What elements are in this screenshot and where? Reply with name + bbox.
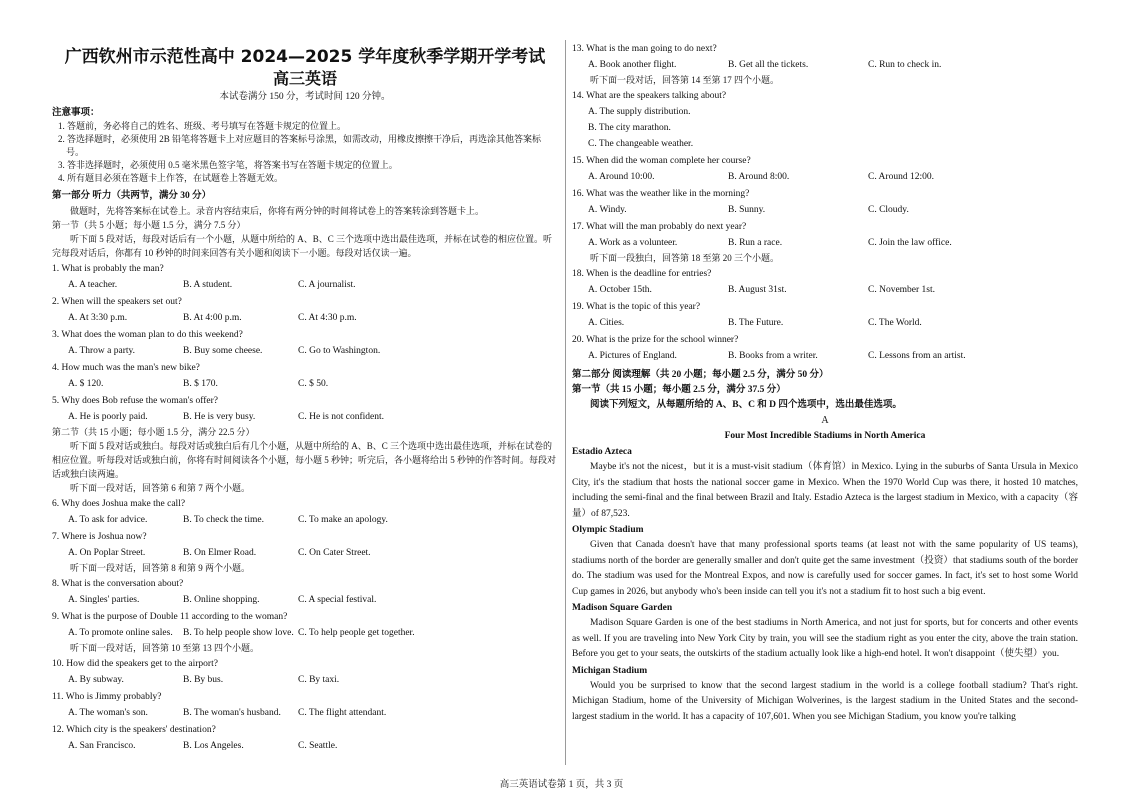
- left-column: [52, 40, 558, 760]
- question-text: 8. What is the conversation about?: [52, 579, 184, 589]
- option-c: C. On Cater Street.: [298, 548, 371, 558]
- option-a: A. Pictures of England.: [588, 351, 677, 361]
- option-c: C. At 4:30 p.m.: [298, 313, 357, 323]
- option-a: A. On Poplar Street.: [68, 548, 146, 558]
- option-b: B. To help people show love.: [183, 628, 294, 638]
- option-c: C. Lessons from an artist.: [868, 351, 966, 361]
- note-item: 4. 所有题目必须在答题卡上作答，在试题卷上答题无效。: [58, 173, 284, 183]
- question-block: [52, 328, 558, 359]
- option-b: B. Buy some cheese.: [183, 346, 263, 356]
- option-b: B. Get all the tickets.: [728, 60, 809, 70]
- option-b: B. Run a race.: [728, 238, 783, 248]
- option-b: B. The woman's husband.: [183, 708, 281, 718]
- option-b: B. $ 170.: [183, 379, 218, 389]
- option-a: A. The woman's son.: [68, 708, 148, 718]
- question-text: 13. What is the man going to do next?: [572, 44, 717, 54]
- question-block: [572, 300, 1078, 331]
- question-block: [52, 262, 558, 293]
- listening-section2-instructions: 听下面 5 段对话或独白。每段对话或独白后有几个小题，从题中所给的 A、B、C 三个选项中选出最佳选项，并标在试卷的相应位置。听每段对话或独白前，你将有时间阅读各个小题，每小题 5 秒钟；听完后，各小题将给出 5 秒钟的作答时间。每段对话或独白读两遍。: [52, 441, 557, 479]
- option-c: C. To help people get together.: [298, 628, 415, 638]
- option-b: B. The Future.: [728, 318, 784, 328]
- option-b: B. A student.: [183, 280, 233, 290]
- right-column: [572, 40, 1078, 760]
- question-text: 4. How much was the man's new bike?: [52, 363, 200, 373]
- question-block: [52, 361, 558, 392]
- option-a: A. Work as a volunteer.: [588, 238, 678, 248]
- note-item: 3. 答非选择题时，必须使用 0.5 毫米黑色签字笔，将答案书写在答题卡规定的位置上。: [58, 160, 398, 170]
- question-text: 11. Who is Jimmy probably?: [52, 692, 162, 702]
- option-a: A. Singles' parties.: [68, 595, 140, 605]
- listening-intro: 做题时，先将答案标在试卷上。录音内容结束后，你将有两分钟的时间将试卷上的答案转涂到答题卡上。: [70, 206, 485, 216]
- option-c: C. To make an apology.: [298, 515, 388, 525]
- question-block: [572, 267, 1078, 298]
- question-block: [572, 220, 1078, 251]
- section-paragraph: Given that Canada doesn't have that many professional sports teams (at least not with the same popularity of US teams), stadiums north of the border are generally smaller and don't quite get the same investment（投资）that stadiums south of the border do. The stadium was used for the Montreal Expos, and now is carefully used for soccer games. In fact, it's set to host some World Cup games in 2026, but anybody who's been inside can tell you it's not a stadium fit to host such a big event.: [572, 540, 1078, 597]
- set-note: 听下面一段对话，回答第 10 至第 13 四个小题。: [70, 643, 260, 653]
- option-a: A. Throw a party.: [68, 346, 136, 356]
- option-b: B. Los Angeles.: [183, 741, 244, 751]
- listening-section2-heading: 第二节（共 15 小题；每小题 1.5 分，满分 22.5 分）: [52, 427, 255, 437]
- question-text: 6. Why does Joshua make the call?: [52, 499, 186, 509]
- section-heading: Olympic Stadium: [572, 525, 644, 535]
- option-a: A. $ 120.: [68, 379, 104, 389]
- option-a: A. Windy.: [588, 205, 627, 215]
- note-item: 1. 答题前，务必将自己的姓名、班级、考号填写在答题卡规定的位置上。: [58, 121, 347, 131]
- reading-part-heading: 第二部分 阅读理解（共 20 小题；每小题 2.5 分，满分 50 分）: [572, 370, 829, 380]
- section-paragraph: Would you be surprised to know that the second largest stadium in the world is a college football stadium? That's right. Michigan Stadium, home of the University of Michigan Wolverines, is the largest stadium in the United States and the second-largest stadium in the world. It has a capacity of 107,601. When you see Michigan Stadium, you know you're talking: [572, 680, 1078, 722]
- reading-section1-heading: 第一节（共 15 小题；每小题 2.5 分，满分 37.5 分）: [572, 385, 786, 395]
- question-block: [572, 89, 1078, 152]
- option-c: C. A journalist.: [298, 280, 356, 290]
- option-b: B. By bus.: [183, 675, 224, 685]
- set-note: 听下面一段对话，回答第 14 至第 17 四个小题。: [590, 75, 780, 85]
- option-b: B. Around 8:00.: [728, 172, 790, 182]
- note-item: 2. 答选择题时，必须使用 2B 铅笔将答题卡上对应题目的答案标号涂黑，如需改动，用橡皮擦擦干净后，再选涂其他答案标号。: [58, 134, 542, 157]
- question-text: 17. What will the man probably do next year?: [572, 222, 747, 232]
- question-block: [52, 690, 558, 721]
- question-text: 5. Why does Bob refuse the woman's offer?: [52, 396, 218, 406]
- section-paragraph: Maybe it's not the nicest，but it is a must-visit stadium（体育馆）in Mexico. Lying in the suburbs of Santa Ursula in Mexico City, it's the stadium that hosts the national soccer game in Mexico. When the 1970 World Cup was there, it hosted 10 matches, including the semi-final and the final between Brazil and Italy. Estadio Azteca is the largest stadium in Mexico, with a capacity（容量）of 87,523.: [572, 462, 1078, 519]
- set-note: 听下面一段对话，回答第 6 和第 7 两个小题。: [70, 483, 251, 493]
- set-note: 听下面一段对话，回答第 8 和第 9 两个小题。: [70, 563, 251, 573]
- question-text: 19. What is the topic of this year?: [572, 302, 701, 312]
- question-text: 2. When will the speakers set out?: [52, 297, 182, 307]
- option-a: A. At 3:30 p.m.: [68, 313, 128, 323]
- listening-part-heading: 第一部分 听力（共两节，满分 30 分）: [52, 191, 212, 201]
- question-block: [572, 154, 1078, 185]
- reading-instructions: 阅读下列短文，从每题所给的 A、B、C 和 D 四个选项中，选出最佳选项。: [590, 400, 902, 410]
- option-a: A. To ask for advice.: [68, 515, 148, 525]
- option-b: B. On Elmer Road.: [183, 548, 257, 558]
- question-block: [52, 657, 558, 688]
- option-a: A. He is poorly paid.: [68, 412, 148, 422]
- section-heading: Madison Square Garden: [572, 603, 673, 613]
- option-b: B. Sunny.: [728, 205, 766, 215]
- option-b: B. Online shopping.: [183, 595, 260, 605]
- option-c: C. November 1st.: [868, 285, 936, 295]
- exam-info: 本试卷满分 150 分，考试时间 120 分钟。: [219, 92, 391, 102]
- question-block: [52, 295, 558, 326]
- option-c: C. The World.: [868, 318, 922, 328]
- option-a: A. San Francisco.: [68, 741, 136, 751]
- option-c: C. $ 50.: [298, 379, 329, 389]
- question-text: 15. When did the woman complete her course?: [572, 156, 751, 166]
- option-a: A. Cities.: [588, 318, 625, 328]
- passage-letter: A: [821, 415, 829, 426]
- option-b: B. To check the time.: [183, 515, 264, 525]
- question-text: 16. What was the weather like in the morning?: [572, 189, 750, 199]
- page-footer: 高三英语试卷第 1 页，共 3 页: [499, 780, 624, 790]
- option-c: C. The changeable weather.: [588, 139, 694, 149]
- notes-heading: 注意事项：: [52, 108, 100, 118]
- option-b: B. He is very busy.: [183, 412, 256, 422]
- option-c: C. Seattle.: [298, 741, 338, 751]
- option-c: C. Run to check in.: [868, 60, 942, 70]
- option-a: A. Book another flight.: [588, 60, 677, 70]
- exam-subject: 高三英语: [272, 69, 337, 88]
- section-heading: Estadio Azteca: [572, 447, 632, 457]
- option-b: B. The city marathon.: [588, 123, 671, 133]
- question-block: [52, 497, 558, 528]
- option-a: A. To promote online sales.: [68, 628, 173, 638]
- question-block: [52, 610, 558, 641]
- passage-title: Four Most Incredible Stadiums in North America: [724, 431, 926, 441]
- option-c: C. The flight attendant.: [298, 708, 387, 718]
- option-c: C. By taxi.: [298, 675, 340, 685]
- option-c: C. Go to Washington.: [298, 346, 381, 356]
- exam-title: 广西钦州市示范性高中 2024—2025 学年度秋季学期开学考试: [64, 47, 546, 67]
- question-block: [52, 530, 558, 561]
- option-a: A. October 15th.: [588, 285, 652, 295]
- option-c: C. Around 12:00.: [868, 172, 934, 182]
- option-c: C. Join the law office.: [868, 238, 952, 248]
- option-a: A. The supply distribution.: [588, 107, 691, 117]
- option-a: A. A teacher.: [68, 280, 118, 290]
- section-paragraph: Madison Square Garden is one of the best stadiums in North America, and not just for sports, but for concerts and other events as well. If you are traveling into New York City by train, you will see the stadium right as you enter the city, above the train station. Before you get to your seats, the outskirts of the stadium actually look like a high-end hotel. It won't disappoint（使失望）you.: [572, 618, 1078, 659]
- option-b: B. Books from a writer.: [728, 351, 818, 361]
- question-text: 9. What is the purpose of Double 11 according to the woman?: [52, 612, 288, 622]
- question-text: 3. What does the woman plan to do this weekend?: [52, 330, 243, 340]
- question-text: 10. How did the speakers get to the airport?: [52, 659, 218, 669]
- option-c: C. A special festival.: [298, 595, 377, 605]
- option-a: A. By subway.: [68, 675, 124, 685]
- section-heading: Michigan Stadium: [572, 665, 648, 676]
- question-block: [572, 333, 1078, 364]
- question-text: 18. When is the deadline for entries?: [572, 269, 712, 279]
- question-block: [572, 42, 1078, 73]
- question-text: 12. Which city is the speakers' destination?: [52, 725, 216, 735]
- question-block: [52, 577, 558, 608]
- column-divider: [565, 40, 566, 765]
- question-block: [52, 394, 558, 425]
- set-note: 听下面一段独白，回答第 18 至第 20 三个小题。: [590, 253, 780, 263]
- question-text: 1. What is probably the man?: [52, 264, 164, 274]
- listening-section1-heading: 第一节（共 5 小题；每小题 1.5 分，满分 7.5 分）: [52, 220, 246, 230]
- option-c: C. He is not confident.: [298, 412, 385, 422]
- question-block: [572, 187, 1078, 218]
- question-block: [52, 723, 558, 754]
- listening-section1-instructions: 听下面 5 段对话，每段对话后有一个小题，从题中所给的 A、B、C 三个选项中选出最佳选项，并标在试卷的相应位置。听完每段对话后，你都有 10 秒钟的时间来回答有关小题和阅读下一小题。每段对话仅读一遍。: [52, 234, 553, 258]
- option-c: C. Cloudy.: [868, 205, 909, 215]
- question-text: 14. What are the speakers talking about?: [572, 91, 727, 101]
- question-text: 20. What is the prize for the school winner?: [572, 335, 739, 345]
- option-a: A. Around 10:00.: [588, 172, 655, 182]
- question-text: 7. Where is Joshua now?: [52, 532, 147, 542]
- option-b: B. At 4:00 p.m.: [183, 313, 242, 323]
- option-b: B. August 31st.: [728, 285, 787, 295]
